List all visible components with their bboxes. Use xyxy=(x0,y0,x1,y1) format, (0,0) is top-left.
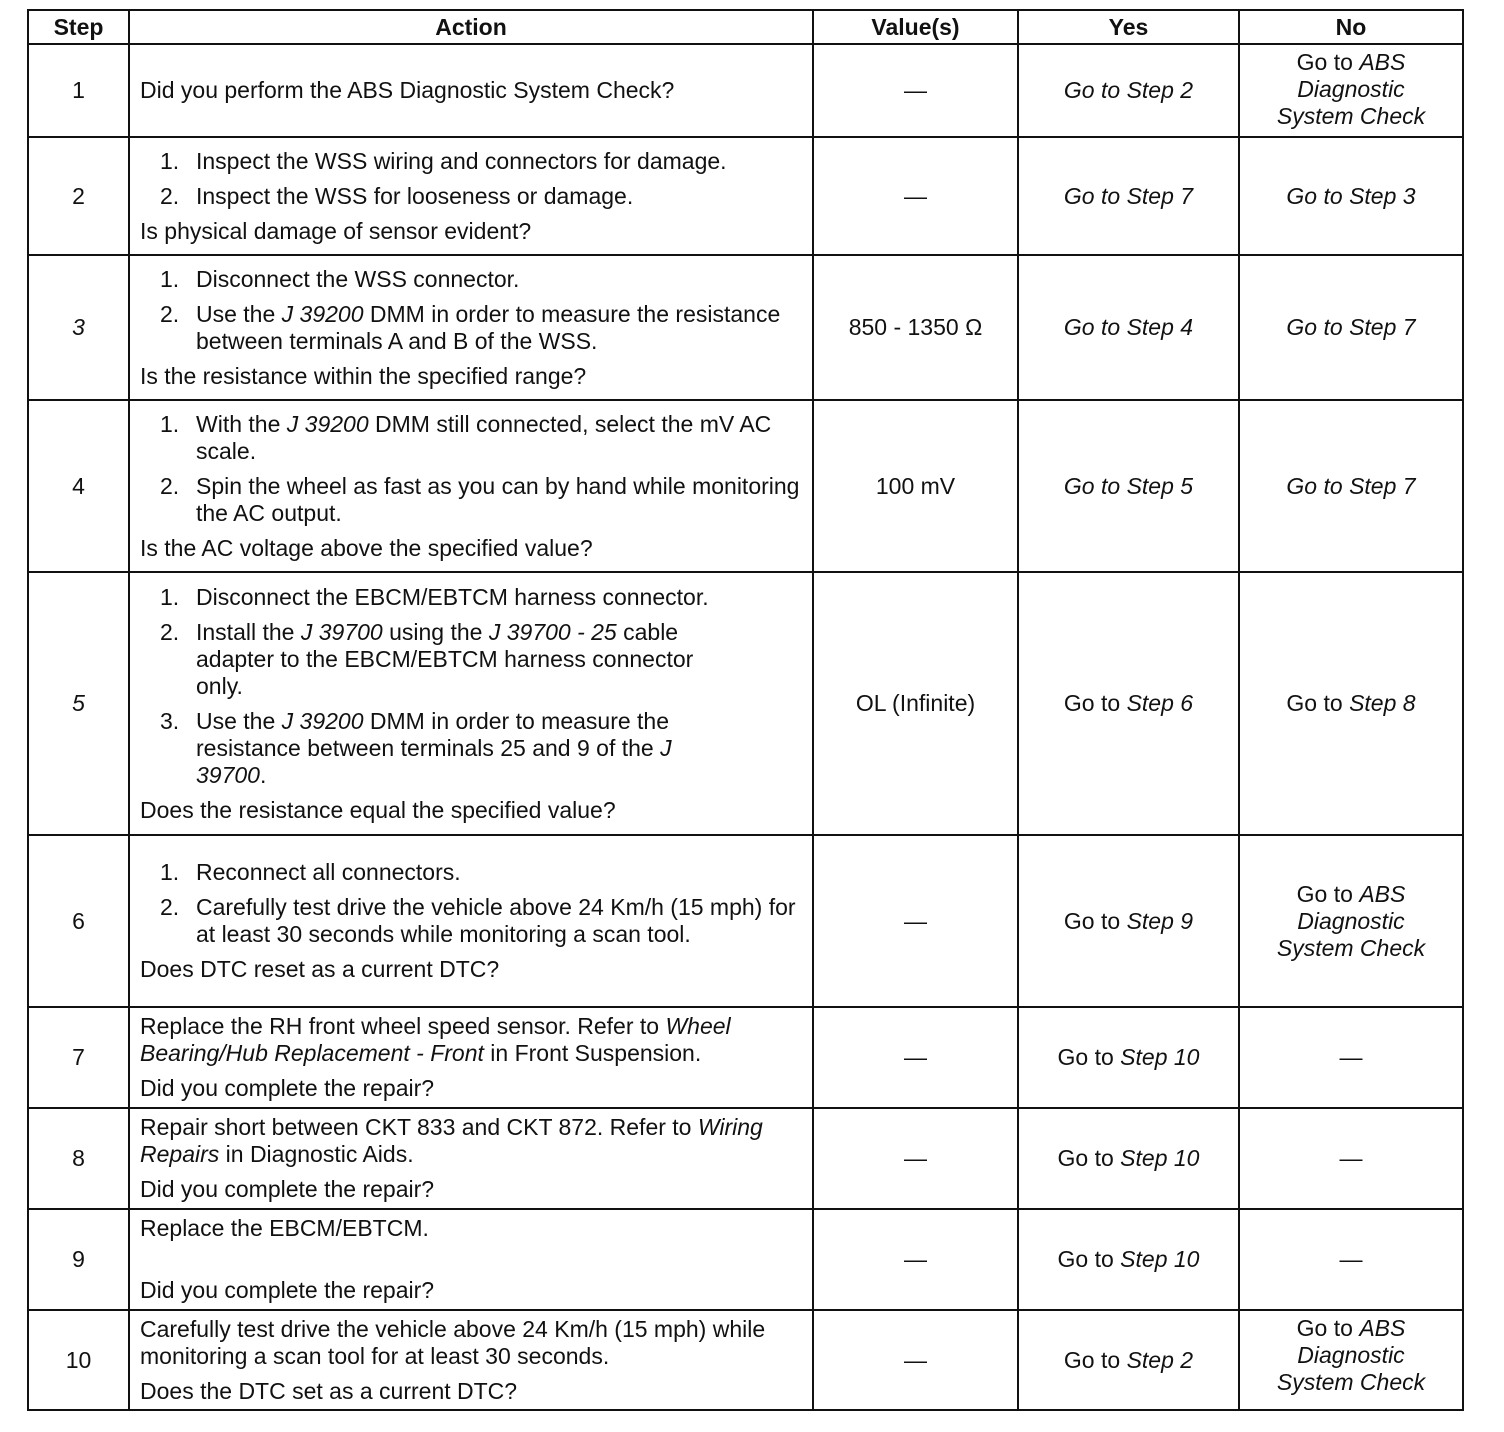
question-text: Did you complete the repair? xyxy=(140,1075,435,1101)
item-number: 2. xyxy=(160,300,180,327)
no-cell xyxy=(1239,44,1463,137)
step-number: 3 xyxy=(28,255,129,400)
yes-cell xyxy=(1018,400,1239,572)
item-text: Inspect the WSS for looseness or damage. xyxy=(196,182,634,209)
item-text: Reconnect all connectors. xyxy=(196,859,461,885)
yes-link: Step 10 xyxy=(1120,1044,1200,1070)
item-text: Use the xyxy=(196,707,282,734)
action-cell xyxy=(129,44,813,137)
value-cell: — xyxy=(813,1108,1018,1209)
table-row xyxy=(28,44,1463,137)
item-number: 1. xyxy=(160,410,180,437)
table-row xyxy=(28,1209,1463,1310)
value-cell: 850 - 1350 Ω xyxy=(813,255,1018,400)
no-link: Diagnostic xyxy=(1297,76,1405,102)
item-number: 3. xyxy=(160,707,180,734)
header-no: No xyxy=(1239,10,1463,44)
item-number: 1. xyxy=(160,147,180,174)
action-cell xyxy=(129,400,813,572)
item-text: With the xyxy=(196,410,287,437)
no-cell xyxy=(1239,572,1463,835)
action-list xyxy=(140,584,802,789)
question-text: Did you perform the ABS Diagnostic System Check? xyxy=(140,77,675,103)
instruction-text: in Diagnostic Aids. xyxy=(219,1141,414,1167)
item-text: Install the xyxy=(196,618,301,645)
yes-link: Go to Step 4 xyxy=(1063,314,1194,340)
header-values: Value(s) xyxy=(813,10,1018,44)
no-link: Diagnostic xyxy=(1297,1342,1405,1368)
tool-ref: J 39700 xyxy=(196,734,672,788)
action-cell xyxy=(129,572,813,835)
action-item xyxy=(140,266,802,293)
procedure-ref: Wheel Bearing/Hub Replacement - Front xyxy=(140,1013,731,1066)
yes-prefix: Go to xyxy=(1063,1346,1127,1373)
yes-link: Step 9 xyxy=(1126,907,1194,934)
no-cell xyxy=(1239,1310,1463,1410)
value-cell: — xyxy=(813,44,1018,137)
question-text: Did you complete the repair? xyxy=(140,1277,435,1303)
step-number: 2 xyxy=(28,137,129,255)
yes-prefix: Go to xyxy=(1057,1246,1121,1272)
yes-cell xyxy=(1018,1209,1239,1310)
yes-cell xyxy=(1018,1007,1239,1108)
header-action: Action xyxy=(129,10,813,44)
item-text: Disconnect the EBCM/EBTCM harness connector. xyxy=(196,583,709,610)
no-link: Go to Step 3 xyxy=(1286,182,1416,209)
table-row xyxy=(28,1108,1463,1209)
yes-cell xyxy=(1018,835,1239,1007)
action-item xyxy=(140,619,802,700)
no-link: ABS xyxy=(1359,880,1406,907)
action-item xyxy=(140,859,802,886)
yes-link: Step 2 xyxy=(1126,1346,1194,1373)
tool-ref: J 39700 - 25 xyxy=(488,618,617,645)
no-link: Go to Step 7 xyxy=(1286,314,1416,340)
action-item xyxy=(140,584,802,611)
item-number: 2. xyxy=(160,894,180,920)
yes-cell xyxy=(1018,44,1239,137)
item-text: DMM still connected, select the mV AC scale. xyxy=(196,410,772,464)
item-text: Carefully test drive the vehicle above 24 Km/h (15 mph) for at least 30 seconds while monitoring a scan tool. xyxy=(196,894,796,947)
question-text: Does the resistance equal the specified value? xyxy=(140,796,616,823)
item-text: using the xyxy=(382,618,489,645)
table-row xyxy=(28,400,1463,572)
action-cell xyxy=(129,137,813,255)
action-cell xyxy=(129,1310,813,1410)
action-item xyxy=(140,183,802,210)
item-number: 1. xyxy=(160,859,180,885)
yes-link: Step 6 xyxy=(1126,690,1194,716)
no-link: ABS xyxy=(1359,49,1406,75)
yes-link: Go to Step 7 xyxy=(1063,182,1194,209)
yes-cell xyxy=(1018,572,1239,835)
item-number: 1. xyxy=(160,583,180,610)
no-link: System Check xyxy=(1276,103,1426,129)
spacer xyxy=(140,1242,802,1277)
step-number: 5 xyxy=(28,572,129,835)
instruction-text: Replace the EBCM/EBTCM. xyxy=(140,1215,429,1241)
no-prefix: Go to xyxy=(1296,1315,1360,1341)
no-cell xyxy=(1239,400,1463,572)
yes-prefix: Go to xyxy=(1063,690,1127,716)
table-row xyxy=(28,835,1463,1007)
table-row xyxy=(28,1310,1463,1410)
table-row xyxy=(28,137,1463,255)
action-item xyxy=(140,301,802,355)
action-cell xyxy=(129,255,813,400)
yes-cell xyxy=(1018,1310,1239,1410)
action-item xyxy=(140,708,802,789)
question-text: Does DTC reset as a current DTC? xyxy=(140,956,500,982)
question-text: Is physical damage of sensor evident? xyxy=(140,217,532,244)
no-link: System Check xyxy=(1276,934,1426,961)
item-number: 2. xyxy=(160,182,180,209)
question-text: Did you complete the repair? xyxy=(140,1176,435,1202)
value-cell: — xyxy=(813,835,1018,1007)
instruction-text: in Front Suspension. xyxy=(483,1040,702,1066)
action-list xyxy=(140,859,802,948)
no-prefix: Go to xyxy=(1296,880,1360,907)
item-text: Inspect the WSS wiring and connectors for damage. xyxy=(196,147,727,174)
no-link: ABS xyxy=(1359,1315,1406,1341)
table-row xyxy=(28,1007,1463,1108)
step-number: 4 xyxy=(28,400,129,572)
action-item xyxy=(140,894,802,948)
header-row xyxy=(28,10,1463,44)
no-cell: — xyxy=(1239,1108,1463,1209)
tool-ref: J 39700 xyxy=(300,618,383,645)
action-list xyxy=(140,266,802,355)
action-item xyxy=(140,411,802,465)
table-row xyxy=(28,255,1463,400)
action-item xyxy=(140,148,802,175)
value-cell: — xyxy=(813,1209,1018,1310)
instruction-text xyxy=(140,1114,802,1168)
tool-ref: J 39200 xyxy=(281,300,364,327)
yes-link: Go to Step 5 xyxy=(1063,472,1194,499)
no-link: Diagnostic xyxy=(1297,907,1405,934)
no-cell xyxy=(1239,835,1463,1007)
no-link: Step 8 xyxy=(1349,690,1416,716)
item-text: cable adapter to the EBCM/EBTCM harness connector only. xyxy=(196,618,694,699)
table-row xyxy=(28,572,1463,835)
procedure-ref: Wiring Repairs xyxy=(140,1114,763,1167)
value-cell: — xyxy=(813,137,1018,255)
tool-ref: J 39200 xyxy=(281,707,364,734)
no-prefix: Go to xyxy=(1286,690,1350,716)
tool-ref: J 39200 xyxy=(286,410,369,437)
question-text: Is the resistance within the specified range? xyxy=(140,362,587,389)
item-number: 2. xyxy=(160,472,180,499)
yes-prefix: Go to xyxy=(1057,1044,1121,1070)
no-cell: — xyxy=(1239,1209,1463,1310)
step-number: 6 xyxy=(28,835,129,1007)
value-cell: OL (Infinite) xyxy=(813,572,1018,835)
step-number: 1 xyxy=(28,44,129,137)
action-cell xyxy=(129,1108,813,1209)
step-number: 9 xyxy=(28,1209,129,1310)
item-number: 2. xyxy=(160,618,180,645)
yes-link: Step 10 xyxy=(1120,1145,1200,1171)
yes-cell xyxy=(1018,255,1239,400)
yes-prefix: Go to xyxy=(1063,907,1127,934)
no-link: Go to Step 7 xyxy=(1286,472,1416,499)
value-cell: 100 mV xyxy=(813,400,1018,572)
diagnostic-table xyxy=(27,9,1464,1411)
item-text: Spin the wheel as fast as you can by hand while monitoring the AC output. xyxy=(196,472,800,526)
header-yes: Yes xyxy=(1018,10,1239,44)
yes-cell xyxy=(1018,1108,1239,1209)
yes-link: Go to Step 2 xyxy=(1063,77,1194,103)
step-number: 10 xyxy=(28,1310,129,1410)
item-text: Use the xyxy=(196,300,282,327)
question-text: Does the DTC set as a current DTC? xyxy=(140,1377,518,1404)
step-number: 8 xyxy=(28,1108,129,1209)
no-link: System Check xyxy=(1276,1369,1426,1395)
instruction-text: Replace the RH front wheel speed sensor. Refer to xyxy=(140,1013,666,1039)
no-cell: — xyxy=(1239,1007,1463,1108)
action-item xyxy=(140,473,802,527)
action-cell xyxy=(129,1007,813,1108)
action-list xyxy=(140,411,802,527)
yes-link: Step 10 xyxy=(1120,1246,1200,1272)
yes-prefix: Go to xyxy=(1057,1145,1121,1171)
action-cell xyxy=(129,1209,813,1310)
header-step: Step xyxy=(28,10,129,44)
value-cell: — xyxy=(813,1007,1018,1108)
step-number: 7 xyxy=(28,1007,129,1108)
item-text: . xyxy=(259,761,267,788)
yes-cell xyxy=(1018,137,1239,255)
no-cell xyxy=(1239,137,1463,255)
item-number: 1. xyxy=(160,265,180,292)
item-text: DMM in order to measure the resistance between terminals A and B of the WSS. xyxy=(196,300,781,354)
instruction-text xyxy=(140,1013,802,1067)
no-prefix: Go to xyxy=(1296,49,1360,75)
value-cell: — xyxy=(813,1310,1018,1410)
item-text: DMM in order to measure the resistance between terminals 25 and 9 of the xyxy=(196,707,670,761)
question-text: Is the AC voltage above the specified value? xyxy=(140,534,593,561)
no-cell xyxy=(1239,255,1463,400)
instruction-text: Repair short between CKT 833 and CKT 872. Refer to xyxy=(140,1114,698,1140)
item-text: Disconnect the WSS connector. xyxy=(196,265,520,292)
action-list xyxy=(140,148,802,210)
instruction-text: Carefully test drive the vehicle above 24 Km/h (15 mph) while monitoring a scan tool for at least 30 seconds. xyxy=(140,1315,766,1369)
action-cell xyxy=(129,835,813,1007)
